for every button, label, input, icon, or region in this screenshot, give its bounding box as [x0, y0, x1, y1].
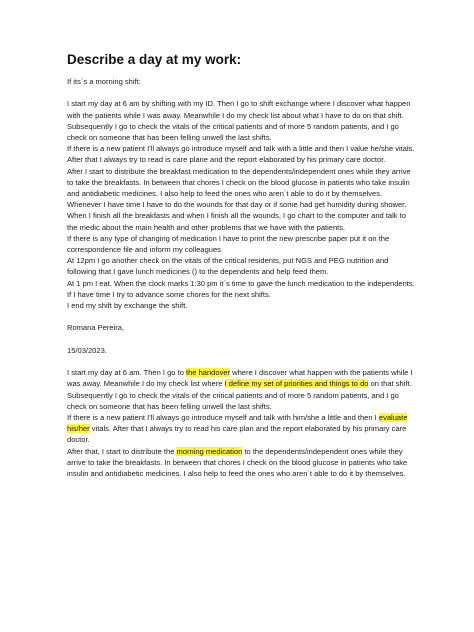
spacer	[67, 356, 417, 367]
paragraph: I start my day at 6 am by shifting with my ID. Then I go to shift exchange where I discover what happen with the patients while I was away. Meanwhile I do my check list about what I have to do on that shift.	[67, 99, 411, 120]
revised-paragraph	[67, 446, 417, 480]
revised-paragraph	[67, 412, 417, 446]
paragraph: After I start to distribute the breakfast medication to the dependents/independent ones while they arrive to take the breakfasts. In between that chores I check on the blood glucose in patients who take insulin and antidiabetic medicines. I also help to feed the ones who aren´t able to do it by themselves.	[67, 166, 411, 199]
signature-name: Romana Pereira,	[67, 323, 125, 333]
paragraph: At 12pm I go another check on the vitals of the critical residents, put NGS and PEG nutrition and following that I gave lunch medicines () to the dependents and help feed them.	[67, 256, 389, 277]
paragraph: When I finish all the breakfasts and when I finish all the wounds, I go chart to the computer and talk to the medic about the main health and other problems that we have with the patients.	[67, 211, 406, 232]
revised-paragraph	[67, 367, 417, 389]
spacer	[67, 87, 417, 98]
spacer	[67, 334, 417, 345]
paragraph: If there is a new patient I'll always go introduce myself and talk with a little and then I value he/she vitals. After that I always try to read is care plane and the report elaborated by his primary care doctor.	[67, 144, 415, 165]
highlighted-text: the handover	[186, 368, 231, 378]
shift-subtitle: If its´s a morning shift:	[67, 77, 141, 86]
text-run: vitals. After that I always try to read his care plan and the report elaborated by his primary care doctor.	[67, 424, 407, 445]
signature-date: 15/03/2023.	[67, 345, 107, 355]
text-run: After that, I start to distribute the	[67, 446, 177, 456]
revised-paragraph: Subsequently I go to check the vitals of the critical patients and of more 5 random patients, and I go check on someone that has been felling unwell the last shifts.	[67, 390, 399, 411]
text-run: to the dependents/independent ones while they arrive to take the breakfasts. In between that chores I check on the blood glucose in patients who take insulin and antidiabetic medicines. I also help to feed the ones who aren´t able to do it by themselves.	[67, 446, 408, 479]
paragraph: Whenever I have time I have to do the wounds for that day or if some had get humidity during shower.	[67, 200, 407, 210]
spacer	[67, 311, 417, 322]
paragraph: Subsequently I go to check the vitals of the critical patients and of more 5 random patients, and I go check on someone that has been felling unwell the last shifts.	[67, 121, 399, 142]
highlighted-text: evaluate his/her	[67, 413, 408, 434]
document-body	[67, 76, 417, 479]
paragraph: If there is any type of changing of medication I have to print the new prescribe paper put it on the correspondence file and inform my colleagues	[67, 233, 390, 255]
document-title: Describe a day at my work:	[67, 52, 242, 67]
text-run: where I discover what happen with the patients while I was away. Meanwhile I do my check list where	[67, 368, 413, 389]
highlighted-text: I define my set of priorities and things to do	[224, 379, 369, 389]
paragraph: I end my shift by exchange the shift.	[67, 301, 188, 311]
highlighted-text: morning medication	[176, 446, 243, 456]
paragraph: At 1 pm I eat. When the clock marks 1:30 pm it´s time to gave the lunch medication to the independents.	[67, 278, 415, 288]
text-run: on that shift.	[368, 379, 412, 389]
text-run: I start my day at 6 am. Then I go to	[67, 368, 186, 378]
paragraph: If I have time I try to advance some chores for the next shifts.	[67, 289, 271, 299]
text-run: If there is a new patient I'll always go introduce myself and talk with him/she a little and then I	[67, 413, 379, 423]
